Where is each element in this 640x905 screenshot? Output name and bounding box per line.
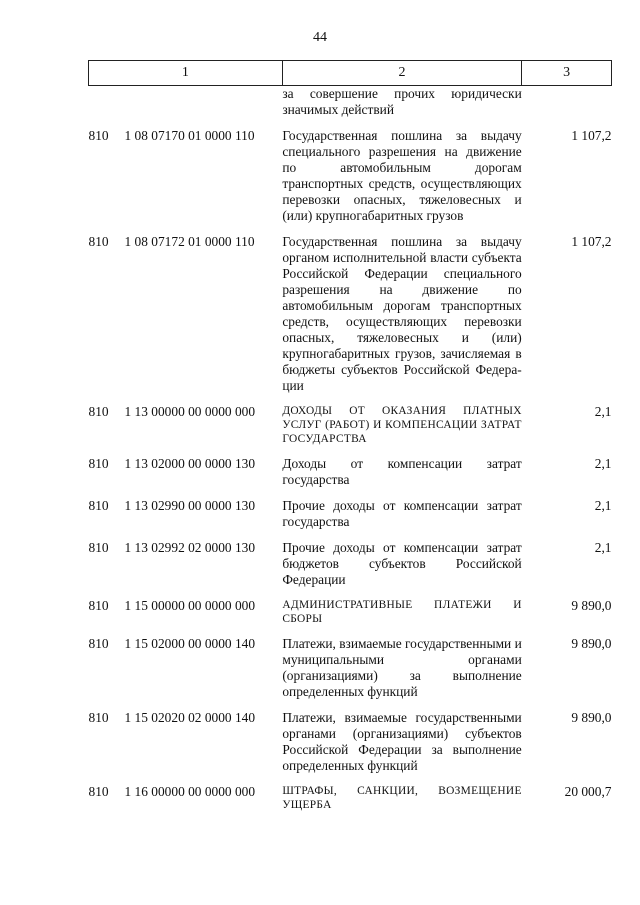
table-row bbox=[89, 404, 612, 456]
budget-classification-code: 1 15 00000 00 0000 000 bbox=[124, 598, 256, 613]
code-cell bbox=[89, 404, 283, 456]
admin-code: 810 bbox=[88, 128, 109, 143]
amount-cell: 2,1 bbox=[594, 498, 612, 513]
admin-code: 810 bbox=[88, 636, 109, 651]
amount-cell: 9 890,0 bbox=[571, 710, 612, 725]
amount-cell: 9 890,0 bbox=[571, 598, 612, 613]
continuation-row bbox=[89, 86, 612, 129]
amount-cell: 2,1 bbox=[594, 404, 612, 419]
continuation-text: за совершение прочих юридически значимых действий bbox=[282, 86, 522, 117]
amount-cell: 2,1 bbox=[594, 456, 612, 471]
amount-cell: 1 107,2 bbox=[571, 234, 612, 249]
amount-cell: 2,1 bbox=[594, 540, 612, 555]
amount-cell: 1 107,2 bbox=[571, 128, 612, 143]
table-row bbox=[89, 710, 612, 784]
amount-cell: 9 890,0 bbox=[571, 636, 612, 651]
admin-code: 810 bbox=[88, 598, 109, 613]
revenue-name-cell: Государственная пошлина за выдачу специального разрешения на движение по автомобильным дорогам транспортных средств, осуществляющих перевозки опасных, тяжеловесных и (или) крупногабаритных грузов bbox=[282, 128, 522, 223]
table-row bbox=[89, 234, 612, 404]
revenue-name-cell: Доходы от компенсации затрат государства bbox=[282, 456, 522, 487]
budget-classification-code: 1 08 07170 01 0000 110 bbox=[124, 128, 255, 143]
table-row bbox=[89, 498, 612, 540]
revenue-name-cell: Платежи, взимаемые государственными и муниципальными органами (организациями) за выполнение определенных функций bbox=[282, 636, 522, 699]
budget-classification-code: 1 13 02992 02 0000 130 bbox=[124, 540, 256, 555]
page-number: 44 bbox=[313, 30, 327, 45]
code-cell bbox=[89, 710, 283, 784]
budget-classification-code: 1 15 02000 00 0000 140 bbox=[124, 636, 256, 651]
table-row bbox=[89, 598, 612, 636]
budget-classification-code: 1 16 00000 00 0000 000 bbox=[124, 784, 256, 799]
budget-classification-code: 1 13 02990 00 0000 130 bbox=[124, 498, 256, 513]
table-row bbox=[89, 784, 612, 822]
code-cell bbox=[89, 234, 283, 404]
code-cell bbox=[89, 456, 283, 498]
table-row bbox=[89, 540, 612, 598]
table-body bbox=[89, 86, 612, 823]
admin-code: 810 bbox=[88, 540, 109, 555]
revenue-name-cell: Платежи, взимаемые государственными органами (организациями) субъектов Российской Федерации за выполнение определенных функций bbox=[282, 710, 522, 773]
revenue-name-cell: ШТРАФЫ, САНКЦИИ, ВОЗМЕЩЕНИЕ УЩЕРБА bbox=[282, 785, 522, 811]
code-cell bbox=[89, 128, 283, 234]
table-row bbox=[89, 456, 612, 498]
budget-classification-code: 1 13 00000 00 0000 000 bbox=[124, 404, 256, 419]
admin-code: 810 bbox=[88, 404, 109, 419]
revenue-name-cell: Государственная пошлина за выдачу органом исполнительной власти субъекта Российской Федерации специального разрешения на движение по автомобильным дорогам транспортных средств, осуществляющих перевозки опасных, тяжеловесных и (или) крупногабаритных грузов, зачисляемая в бюджеты субъектов Российской Федерации bbox=[282, 234, 522, 393]
column-header-2: 2 bbox=[282, 61, 521, 86]
admin-code: 810 bbox=[88, 234, 109, 249]
code-cell bbox=[89, 636, 283, 710]
amount-cell: 20 000,7 bbox=[564, 784, 612, 799]
code-cell bbox=[89, 540, 283, 598]
revenue-name-cell: ДОХОДЫ ОТ ОКАЗАНИЯ ПЛАТНЫХ УСЛУГ (РАБОТ) И КОМПЕНСАЦИИ ЗАТРАТ ГОСУДАРСТВА bbox=[282, 405, 522, 445]
budget-classification-code: 1 15 02020 02 0000 140 bbox=[124, 710, 256, 725]
table-header-row bbox=[89, 61, 612, 86]
revenue-name-cell: Прочие доходы от компенсации затрат бюджетов субъектов Российской Федерации bbox=[282, 540, 522, 587]
column-header-3: 3 bbox=[522, 61, 612, 86]
table-row bbox=[89, 636, 612, 710]
admin-code: 810 bbox=[88, 456, 109, 471]
budget-classification-code: 1 13 02000 00 0000 130 bbox=[124, 456, 256, 471]
admin-code: 810 bbox=[88, 498, 109, 513]
revenue-name-cell: АДМИНИСТРАТИВНЫЕ ПЛАТЕЖИ И СБОРЫ bbox=[282, 599, 522, 625]
code-cell bbox=[89, 784, 283, 822]
budget-table bbox=[88, 60, 612, 822]
admin-code: 810 bbox=[88, 710, 109, 725]
code-cell bbox=[89, 598, 283, 636]
budget-classification-code: 1 08 07172 01 0000 110 bbox=[124, 234, 255, 249]
revenue-name-cell: Прочие доходы от компенсации затрат государства bbox=[282, 498, 522, 529]
table-row bbox=[89, 128, 612, 234]
code-cell bbox=[89, 498, 283, 540]
column-header-1: 1 bbox=[89, 61, 283, 86]
admin-code: 810 bbox=[88, 784, 109, 799]
